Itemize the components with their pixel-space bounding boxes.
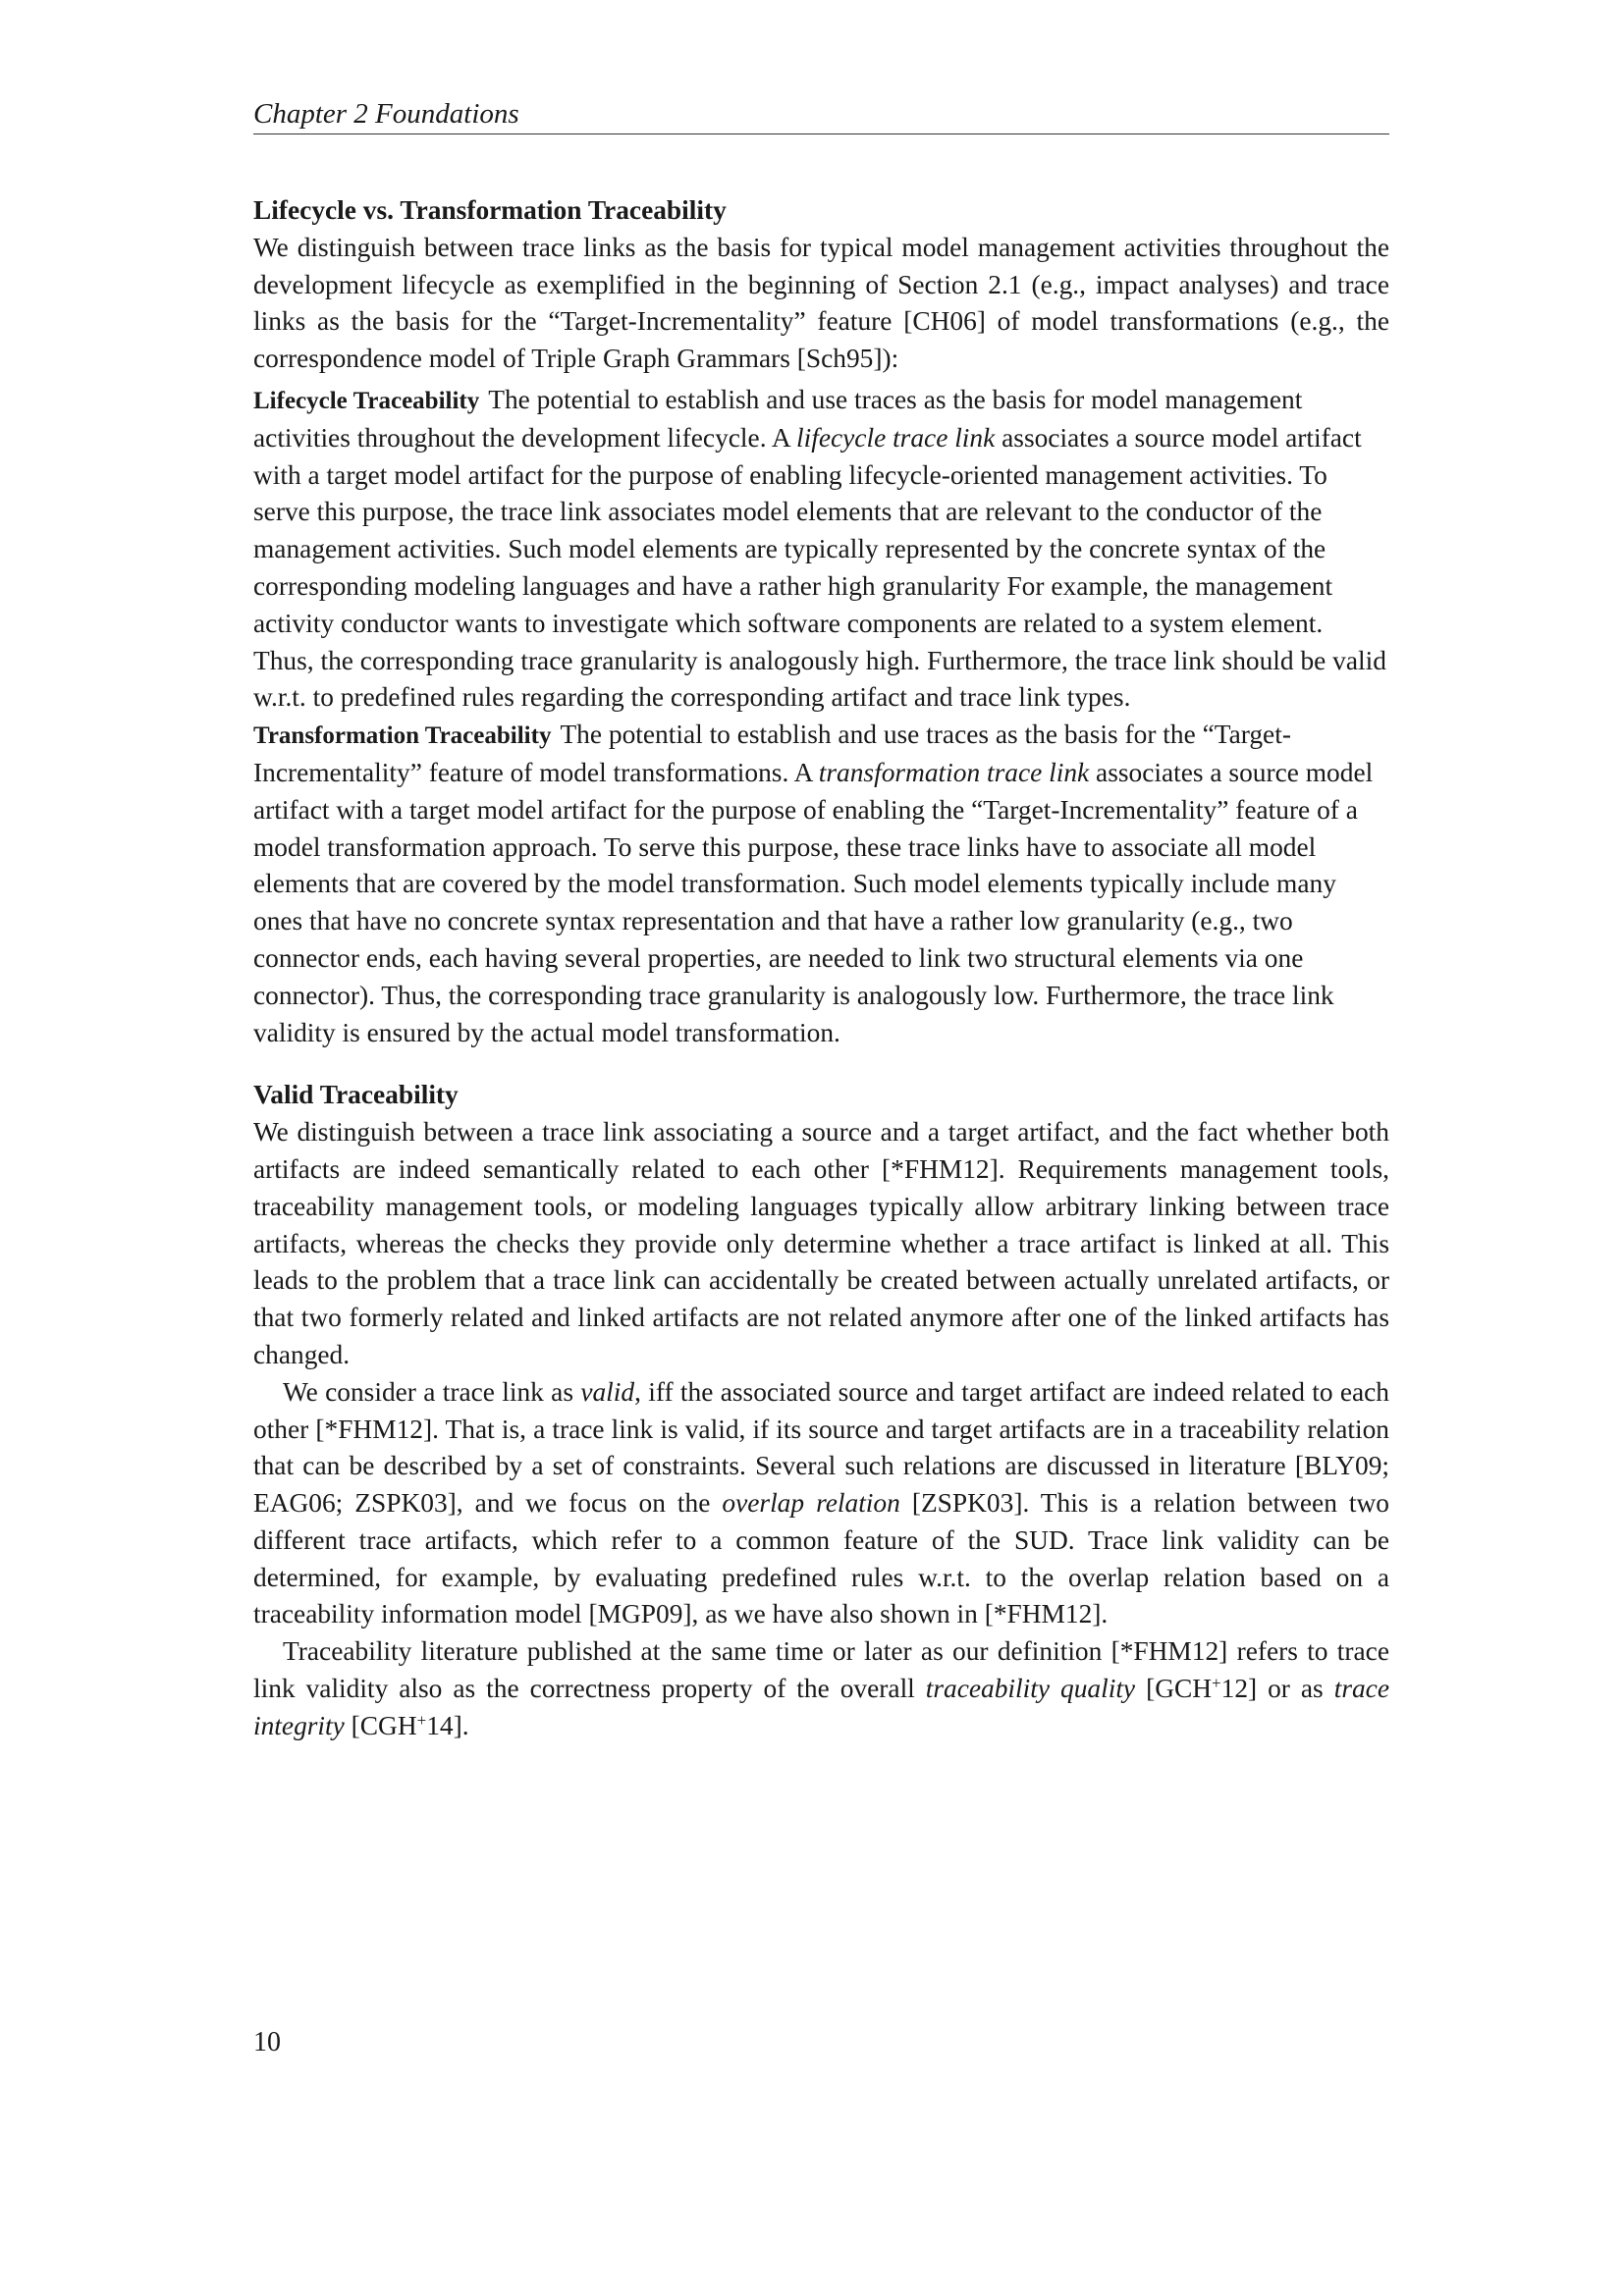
section-heading-valid-traceability: Valid Traceability xyxy=(253,1080,459,1110)
body-text xyxy=(253,192,1389,1745)
text-run: , iff the associated source and target artifact are indeed related to each other [*FHM12]. That is, a trace link is valid, if its source and target artifacts are in a traceability relation that can be described by a set of constraints. Several such relations are discussed in literature [BLY09; EAG06; ZSPK03], and we focus on the xyxy=(253,1376,1389,1519)
superscript: + xyxy=(1212,1674,1221,1693)
paragraph-valid-1: We distinguish between a trace link associating a source and a target artifact, and the fact whether both artifacts are indeed semantically related to each other [*FHM12]. Requirements management tools, traceability management tools, or modeling languages typically allow arbitrary linking between trace artifacts, whereas the checks they provide only determine whether a trace artifact is linked at all. This leads to the problem that a trace link can accidentally be created between actually unrelated artifacts, or that two formerly related and linked artifacts are not related anymore after one of the linked artifacts has changed. xyxy=(253,1117,1389,1369)
definition-text: The potential to establish and use traces as the basis for model management activities throughout the development lifecycle. A xyxy=(253,384,1303,453)
emphasis-overlap-relation: overlap relation xyxy=(722,1488,900,1519)
paragraph-valid-3 xyxy=(253,1633,1389,1744)
paragraph-valid-2 xyxy=(253,1374,1389,1634)
term-transformation-traceability: Transformation Traceability xyxy=(253,722,552,750)
page-number: 10 xyxy=(253,2027,281,2057)
definition-text: associates a source model artifact with a target model artifact for the purpose of enabling lifecycle-oriented management activities. To serve this purpose, the trace link associates model elements that are relevant to the conductor of the management activities. Such model elements are typically represented by the concrete syntax of the corresponding modeling languages and have a rather high granularity For example, the management activity conductor wants to investigate which software components are related to a system element. Thus, the corresponding trace granularity is analogously high. Furthermore, the trace link should be valid w.r.t. to predefined rules regarding the corresponding artifact and trace link types. xyxy=(253,422,1386,713)
emphasis-trace-integrity: trace integrity xyxy=(253,1674,1389,1740)
emphasis-valid: valid xyxy=(580,1376,635,1407)
text-run: 12] or as xyxy=(1220,1674,1334,1704)
definition-text: associates a source model artifact with a target model artifact for the purpose of enabling the “Target-Incrementality” feature of a model transformation approach. To serve this purpose, these trace links have to associate all model elements that are covered by the model transformation. Such model elements typically include many ones that have no concrete syntax representation and that have a rather low granularity (e.g., two connector ends, each having several properties, are needed to link two structural elements via one connector). Thus, the corresponding trace granularity is analogously low. Furthermore, the trace link validity is ensured by the actual model transformation. xyxy=(253,757,1374,1047)
section-heading-lifecycle-vs-transformation: Lifecycle vs. Transformation Traceability xyxy=(253,195,727,225)
text-run: [ZSPK03]. This is a relation between two different trace artifacts, which refer to a common feature of the SUD. Trace link validity can be determined, for example, by evaluating predefined rules w.r.t. to the overlap relation based on a traceability information model [MGP09], as we have also shown in [*FHM12]. xyxy=(253,1488,1389,1629)
emphasis-lifecycle-trace-link: lifecycle trace link xyxy=(796,422,996,453)
running-head: Chapter 2 Foundations xyxy=(253,94,1389,134)
emphasis-traceability-quality: traceability quality xyxy=(925,1674,1136,1704)
emphasis-transformation-trace-link: transformation trace link xyxy=(818,757,1090,787)
text-run: Traceability literature published at the same time or later as our definition [*FHM12] refers to trace link validity also as the correctness property of the overall xyxy=(253,1636,1389,1704)
text-run: [CGH xyxy=(344,1710,417,1740)
paragraph-intro: We distinguish between trace links as the basis for typical model management activities throughout the development lifecycle as exemplified in the beginning of Section 2.1 (e.g., impact analyses) and trace links as the basis for the “Target-Incrementality” feature [CH06] of model transformations (e.g., the correspondence model of Triple Graph Grammars [Sch95]): xyxy=(253,232,1389,374)
definition-list xyxy=(253,382,1389,1051)
term-lifecycle-traceability: Lifecycle Traceability xyxy=(253,387,480,414)
text-run: We consider a trace link as xyxy=(283,1376,581,1407)
superscript: + xyxy=(416,1710,427,1730)
definition-text: The potential to establish and use traces as the basis for the “Target-Incrementality” feature of model transformations. A xyxy=(253,720,1291,787)
text-run: [GCH xyxy=(1135,1674,1213,1704)
text-run: 14]. xyxy=(426,1710,469,1740)
